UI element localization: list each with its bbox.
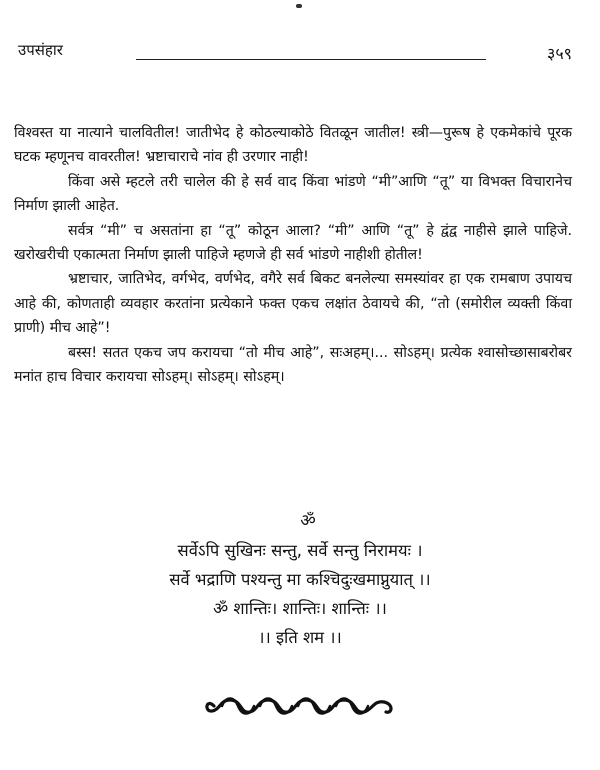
verse-line: सर्वे भद्राणि पश्यन्तु मा कश्चिदुःखमाप्नुयात् ।। [169,570,431,589]
page-header [18,40,578,70]
paragraph: सर्वत्र “मी” च असतांना हा “तू” कोठून आला? “मी” आणि “तू” हे द्वंद्व नाहीसे झाले पाहिजे. खरोखरीची एकात्मता निर्माण झाली पाहिजे म्हणजे ही सर्व भांडणे नाहीशी होतील! [14,222,572,264]
header-rule [136,59,486,60]
paragraph: किंवा असे म्हटले तरी चालेल की हे सर्व वाद किंवा भांडणे “मी”आणि “तू” या विभक्त विचारानेच निर्माण झाली आहेत. [14,173,572,215]
verse-line: ।। इति शम ।। [258,628,342,647]
body-text [14,121,572,389]
ornament-divider [200,690,400,720]
paragraph: विश्वस्त या नात्याने चालवितील! जातीभेद हे कोठल्याकोठे वितळून जातील! स्त्री—पुरूष हे एकमेकांचे पूरक घटक म्हणूनच वावरतील! भ्रष्टाचाराचे नांव ही उरणार नाही! [14,125,572,166]
verse-line: ॐ शान्तिः। शान्तिः। शान्तिः ।। [213,599,387,618]
page-number: ३५९ [547,44,572,63]
closing-verse [0,508,600,652]
scan-speck [296,4,302,8]
om-symbol: ॐ [300,511,316,531]
verse-line: सर्वेऽपि सुखिनः सन्तु, सर्वे सन्तु निरामयः । [177,541,423,560]
paragraph: भ्रष्टाचार, जातिभेद, वर्गभेद, वर्णभेद, वगैरे सर्व बिकट बनलेल्या समस्यांवर हा एक रामबाण उपायच आहे की, कोणताही व्यवहार करतांना प्रत्येकाने फक्त एकच लक्षांत ठेवायचे की, “तो (समोरील व्यक्ती किंवा प्राणी) मीच आहे”! [14,271,572,337]
paragraph: बस्स! सतत एकच जप करायचा “तो मीच आहे”, सःअहम्।... सोऽहम्। प्रत्येक श्वासोच्छासाबरोबर मनांत हाच विचार करायचा सोऽहम्। सोऽहम्। सोऽहम्। [14,344,572,386]
chapter-title: उपसंहार [18,41,63,59]
